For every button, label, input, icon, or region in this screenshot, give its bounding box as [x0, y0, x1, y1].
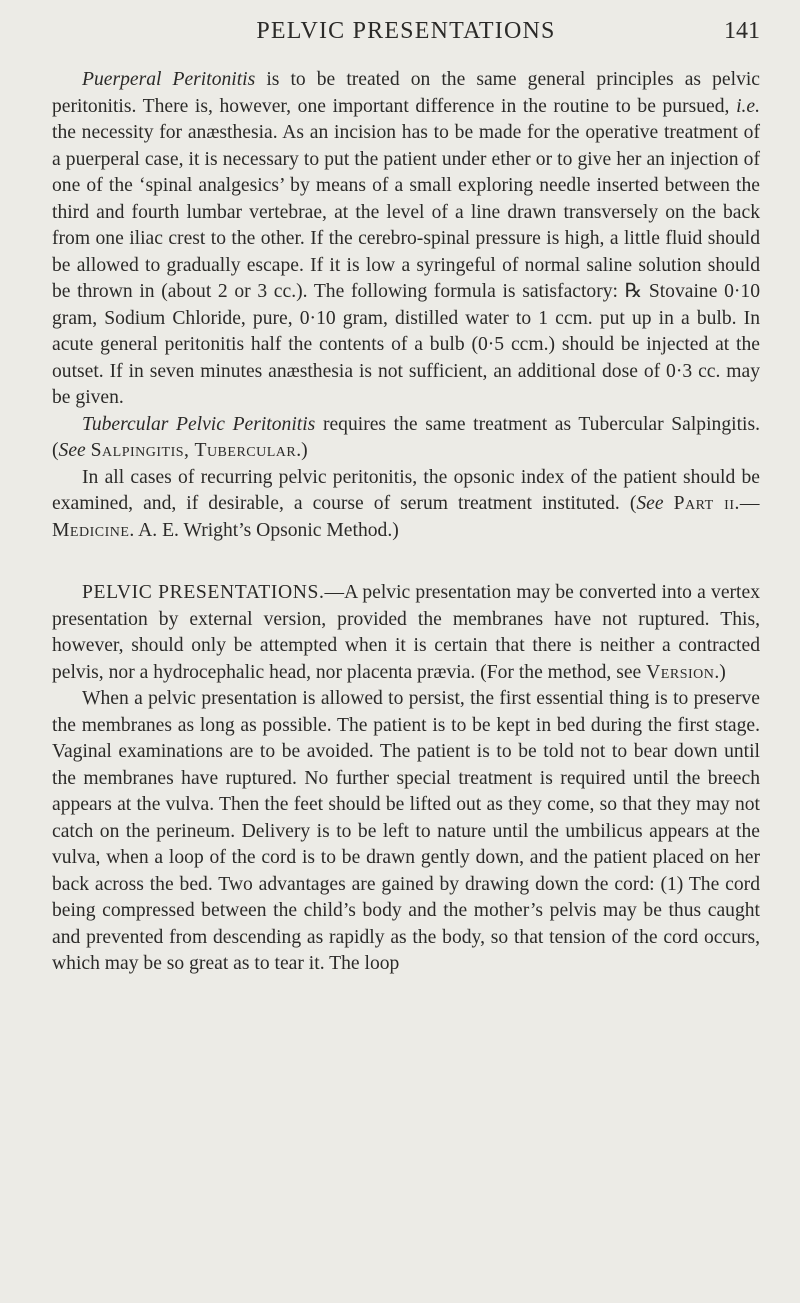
- section-gap: [52, 544, 760, 580]
- paragraph-text: .): [714, 661, 726, 683]
- paragraph-text: . A. E. Wright’s Opsonic Method.): [129, 519, 399, 541]
- paragraph-puerperal-peritonitis: [52, 67, 760, 412]
- paragraph-text: the necessity for anæsthesia. As an incision has to be made for the operative treatment of a puerperal case, it is necessary to put the patient under ether or to give her an injection of one of the ‘spinal analgesics’ by means of a small exploring needle inserted between the third and fourth lumbar vertebrae, at the level of a line drawn transversely on the back from one iliac crest to the other. If the cerebro-spinal pressure is high, a little fluid should be allowed to gradually escape. If it is low a syringeful of normal saline solution should be thrown in (about 2 or 3 cc.). The following formula is satisfactory: ℞ Stovaine 0·10 gram, Sodium Chloride, pure, 0·10 gram, distilled water to 1 ccm. put up in a bulb. In acute general peritonitis half the contents of a bulb (0·5 ccm.) should be injected at the outset. If in seven minutes anæsthesia is not sufficient, an additional dose of 0·3 cc. may be given.: [52, 122, 760, 408]
- paragraph-tubercular-pelvic-peritonitis: [52, 412, 760, 465]
- paragraph-management: When a pelvic presentation is allowed to persist, the first essential thing is to preserve the membranes as long as possible. The patient is to be kept in bed during the first stage. Vaginal examinations are to be avoided. The patient is to be told not to bear down until the membranes have ruptured. No further special treatment is required until the breech appears at the vulva. Then the feet should be lifted out as they come, so that they may not catch on the perineum. Delivery is to be left to nature until the umbilicus appears at the vulva, when a loop of the cord is to be drawn gently down, and the patient placed on her back across the bed. Two advantages are gained by drawing down the cord: (1) The cord being compressed between the child’s body and the mother’s pelvis may be thus caught and prevented from descending as rapidly as the body, so that tension of the cord occurs, which may be so great as to tear it. The loop: [52, 688, 760, 974]
- cross-reference: Part ii.—Medicine: [52, 493, 760, 541]
- paragraph-text: In all cases of recurring pelvic peritonitis, the opsonic index of the patient should be examined, and, if desirable, a course of serum treatment instituted. (: [52, 466, 760, 514]
- paragraph-opsonic-index: [52, 465, 760, 545]
- running-head: [52, 18, 760, 58]
- term-puerperal-peritonitis: Puerperal Peritonitis: [82, 69, 256, 90]
- paragraph-text: [664, 493, 674, 514]
- see-word: See: [636, 493, 664, 514]
- abbrev-ie: i.e.: [736, 95, 760, 117]
- page-body: [52, 67, 760, 978]
- running-title: PELVIC PRESENTATIONS: [256, 18, 556, 44]
- term-tubercular-pelvic-peritonitis: Tubercular Pelvic Peritonitis: [82, 413, 316, 435]
- paragraph-text: —A pelvic presentation may be converted into a vertex presentation by external version, provided the membranes have not ruptured. This, however, should only be attempted when it is certain that there is neither a contracted pelvis, nor a hydrocephalic head, nor placenta prævia. (For the method, see: [52, 582, 760, 683]
- paragraph-text: requires the same treatment as Tubercular Salpingitis. (: [52, 413, 760, 461]
- paragraph-text: .): [296, 440, 308, 461]
- see-word: See: [58, 440, 86, 461]
- page-number: 141: [724, 18, 760, 44]
- cross-reference: Salpingitis, Tubercular: [90, 440, 297, 461]
- paragraph-pelvic-presentations: [52, 580, 760, 686]
- paragraph-text: is to be treated on the same general principles as pelvic peritonitis. There is, however, one important difference in the routine to be pursued,: [52, 69, 761, 117]
- book-page: [52, 0, 760, 1303]
- cross-reference: Version: [646, 661, 715, 683]
- section-heading: PELVIC PRESENTATIONS.: [82, 582, 325, 603]
